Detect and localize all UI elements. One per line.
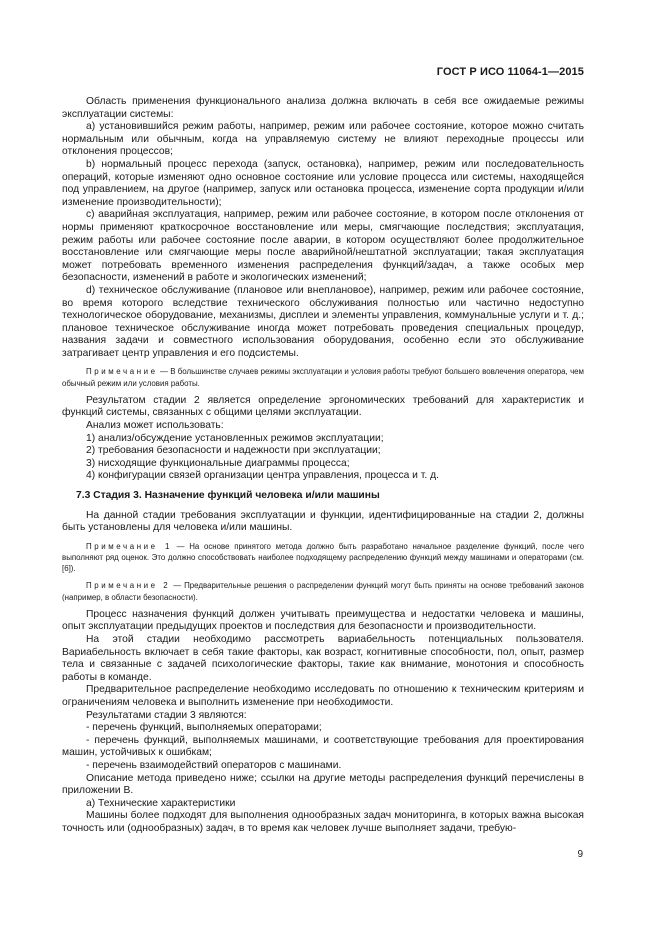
list-item: d) техническое обслуживание (плановое или внеплановое), например, режим или рабочее состояние, во время которого вследствие технического обслуживания полностью или частично недоступно технологическое оборудование, механизмы, дисплеи и элементы управления, коммунальные услуги и т. д.; плановое техническое обслуживание иногда может потребовать проведения специальных процедур, названия задачи и совместного использования оборудования, особенно если это обслуживание затрагивает центр управления и его подсистемы. <box>62 284 584 359</box>
paragraph: Процесс назначения функций должен учитывать преимущества и недостатки человека и машины, опыт эксплуатации предыдущих проектов и последствия для безопасности и производительности. <box>62 608 584 633</box>
note-text: — Предварительные решения о распределении функций могут быть приняты на основе требований законов (например, в области безопасности). <box>62 581 585 602</box>
note-label: Примечание 1 <box>86 541 172 551</box>
note <box>62 580 584 602</box>
paragraph: Предварительное распределение необходимо исследовать по отношению к техническим критериям и ограничениям человека и выполнить изменение при необходимости. <box>62 684 584 708</box>
note-label: Примечание <box>86 367 158 377</box>
note <box>62 541 584 575</box>
note-label: Примечание 2 <box>86 581 171 591</box>
list-item: - перечень функций, выполняемых машинами, и соответствующие требования для проектирования машин, устойчивых к ошибкам; <box>62 734 584 759</box>
list-item: 4) конфигурации связей организации центра управления, процесса и т. д. <box>86 470 439 482</box>
paragraph: Область применения функционального анализа должна включать в себя все ожидаемые режимы эксплуатации системы: <box>62 96 584 120</box>
paragraph: Анализ может использовать: <box>86 420 224 432</box>
paragraph: Машины более подходят для выполнения однообразных задач мониторинга, в которых важна высокая точность или (однообразных) задач, в то время как человек лучше выполняет задачи, требую- <box>62 810 584 834</box>
list-item: c) аварийная эксплуатация, например, режим или рабочее состояние, в котором после отклонения от нормы применяют краткосрочное восстановление или меры, смягчающие последствия; эксплуатация, режим работы или рабочее состояние после аварии, в котором осуществляют более продолжительное восстановление или смягчающие меры после аварийной/нештатной эксплуатации; такая эксплуатация может потребовать временного изменения распределения функций/задач, а также особых мер безопасности, изменений в работе и экологических изменений; <box>62 209 584 284</box>
paragraph: Результатами стадии 3 являются: <box>86 709 247 721</box>
list-item: 1) анализ/обсуждение установленных режимов эксплуатации; <box>86 432 384 444</box>
note-text: — В большинстве случаев режимы эксплуатации и условия работы требуют большего вовлечения оператора, чем обычный режим или условия работы. <box>62 367 584 388</box>
list-item: a) установившийся режим работы, например, режим или рабочее состояние, которое можно считать нормальным или обычным, когда на управляемую систему не влияют переходные процессы или отклонения процессов; <box>62 121 584 158</box>
list-item: - перечень функций, выполняемых операторами; <box>86 722 322 734</box>
list-item: 3) нисходящие функциональные диаграммы процесса; <box>86 457 350 469</box>
list-item: b) нормальный процесс перехода (запуск, остановка), например, режим или последовательность операций, которые изменяют одно основное состояние или условие процесса или системы, находящейся под управлением, на другое (например, запуск или остановка процесса, изменение сорта продукции и/или изменение производительности); <box>62 158 584 208</box>
document-body <box>62 96 584 836</box>
page-number: 9 <box>577 849 583 860</box>
subheading: a) Технические характеристики <box>86 797 236 809</box>
note-text: — На основе принятого метода должно быть разработано начальное разделение функций, после чего выполняют ряд оценок. Это должно способствовать наиболее подходящему распределению функций между машинами и операторами (см. [6]). <box>62 541 585 574</box>
list-item: - перечень взаимодействий операторов с машинами. <box>86 759 342 771</box>
note <box>62 366 584 388</box>
list-item: 2) требования безопасности и надежности при эксплуатации; <box>86 445 381 457</box>
paragraph: Описание метода приведено ниже; ссылки на другие методы распределения функций перечислены в приложении В. <box>62 772 584 797</box>
paragraph: На данной стадии требования эксплуатации и функции, идентифицированные на стадии 2, должны быть установлены для человека и/или машины. <box>62 509 584 534</box>
paragraph: На этой стадии необходимо рассмотреть вариабельность потенциальных пользователя. Вариабельность включает в себя такие факторы, как возраст, когнитивные способности, пол, опыт, размер тела и связанные с задачей психологические факторы, такие как внимание, монотония и способность работы в команде. <box>62 634 584 683</box>
document-header: ГОСТ Р ИСО 11064-1—2015 <box>436 66 584 78</box>
section-title: 7.3 Стадия 3. Назначение функций человека и/или машины <box>76 490 380 502</box>
paragraph: Результатом стадии 2 является определение эргономических требований для характеристик и функций системы, связанных с общими целями эксплуатации. <box>62 394 584 419</box>
